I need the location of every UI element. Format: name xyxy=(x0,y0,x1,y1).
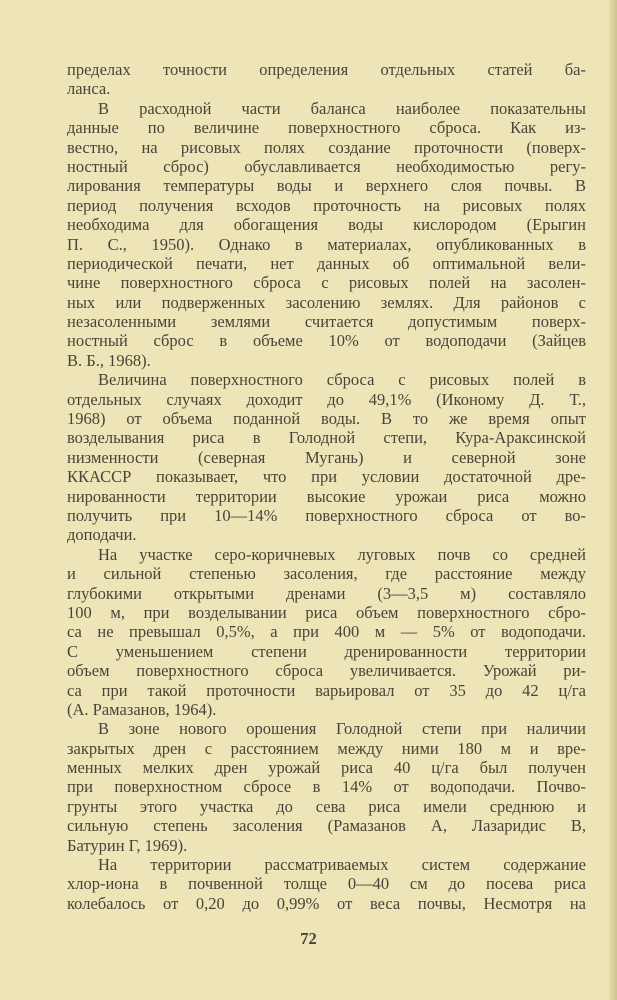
text-line: данные по величине поверхностного сброса. Как из- xyxy=(67,118,586,138)
text-line: и сильной степенью засоления, где расстояние между xyxy=(67,564,586,584)
text-line: Величина поверхностного сброса с рисовых полей в xyxy=(98,370,586,390)
text-line: В расходной части баланса наиболее показательны xyxy=(98,98,586,118)
text-line: са при такой проточности варьировал от 35 до 42 ц/га xyxy=(67,680,586,700)
text-line: нированности территории высокие урожаи риса можно xyxy=(67,486,586,506)
text-line: вестно, на рисовых полях создание проточности (поверх- xyxy=(67,137,586,157)
paragraph xyxy=(67,545,586,720)
text-line: 1968) от объема поданной воды. В то же время опыт xyxy=(67,409,586,429)
paragraph xyxy=(67,60,586,99)
text-line: ланса. xyxy=(67,79,111,99)
text-line: са не превышал 0,5%, а при 400 м — 5% от водоподачи. xyxy=(67,622,586,642)
text-line: при поверхностном сбросе в 14% от водоподачи. Почво- xyxy=(67,777,586,797)
text-line: отдельных случаях доходит до 49,1% (Иконому Д. Т., xyxy=(67,389,586,409)
text-line: П. С., 1950). Однако в материалах, опубликованных в xyxy=(67,234,586,254)
text-line: незасоленными землями считается допустимым поверх- xyxy=(67,312,586,332)
text-line: глубокими открытыми дренами (3—3,5 м) составляло xyxy=(67,583,586,603)
text-line: ностный сброс в объеме 10% от водоподачи (Зайцев xyxy=(67,331,586,351)
text-line: 100 м, при возделывании риса объем поверхностного сбро- xyxy=(67,602,586,622)
page-number: 72 xyxy=(300,929,317,948)
text-line: На территории рассматриваемых систем содержание xyxy=(98,855,586,875)
text-line: доподачи. xyxy=(67,525,137,545)
text-line: ных или подверженных засолению землях. Для районов с xyxy=(67,292,586,312)
text-line: необходима для обогащения воды кислородом (Ерыгин xyxy=(67,215,586,235)
text-line: пределах точности определения отдельных статей ба- xyxy=(67,60,586,79)
paragraph xyxy=(67,99,586,370)
text-line: период получения всходов проточность на рисовых полях xyxy=(67,195,586,215)
text-line: возделывания риса в Голодной степи, Кура-Араксинской xyxy=(67,428,586,448)
text-line: периодической печати, нет данных об оптимальной вели- xyxy=(67,253,586,273)
text-line: ККАССР показывает, что при условии достаточной дре- xyxy=(67,467,586,487)
paragraph xyxy=(67,719,586,855)
paragraph xyxy=(67,855,586,913)
text-line: получить при 10—14% поверхностного сброса от во- xyxy=(67,505,586,525)
text-line: чине поверхностного сброса с рисовых полей на засолен- xyxy=(67,273,586,293)
text-line: грунты этого участка до сева риса имели среднюю и xyxy=(67,796,586,816)
text-line: С уменьшением степени дренированности территории xyxy=(67,641,586,661)
body-text xyxy=(67,60,586,913)
text-line: менных мелких дрен урожай риса 40 ц/га был получен xyxy=(67,758,586,778)
text-line: хлор-иона в почвенной толще 0—40 см до посева риса xyxy=(67,874,586,894)
text-line: лирования температуры воды и верхнего слоя почвы. В xyxy=(67,176,586,196)
text-line: колебалось от 0,20 до 0,99% от веса почвы, Несмотря на xyxy=(67,893,586,913)
text-line: сильную степень засоления (Рамазанов А, Лазаридис В, xyxy=(67,816,586,836)
text-line: низменности (северная Мугань) и северной зоне xyxy=(67,447,586,467)
text-line: ностный сброс) обуславливается необходимостью регу- xyxy=(67,156,586,176)
text-line: закрытых дрен с расстоянием между ними 180 м и вре- xyxy=(67,738,586,758)
text-line: На участке серо-коричневых луговых почв со средней xyxy=(98,544,586,564)
text-line: (А. Рамазанов, 1964). xyxy=(67,699,217,719)
text-line: объем поверхностного сброса увеличивается. Урожай ри- xyxy=(67,661,586,681)
text-line: В. Б., 1968). xyxy=(67,350,151,370)
text-line: В зоне нового орошения Голодной степи при наличии xyxy=(98,719,586,739)
paragraph xyxy=(67,370,586,545)
page-edge xyxy=(609,0,617,1000)
text-line: Батурин Г, 1969). xyxy=(67,835,188,855)
